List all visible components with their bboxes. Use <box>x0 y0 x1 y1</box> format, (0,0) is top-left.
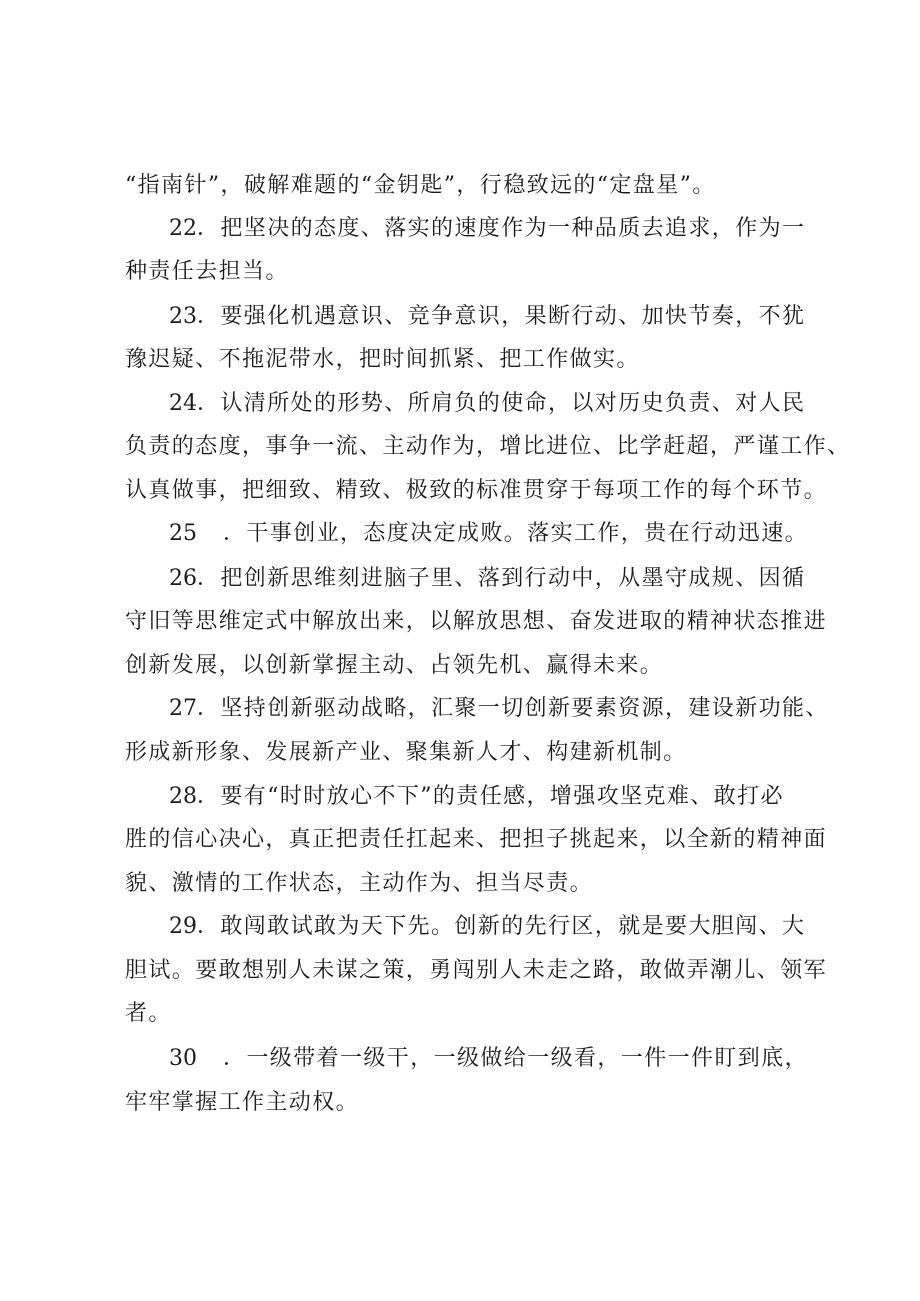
paragraph-24-line-3: 认真做事，把细致、精致、极致的标准贯穿于每项工作的每个环节。 <box>125 478 828 503</box>
item-number: 24 <box>169 391 197 416</box>
paragraph-28-line-3: 貌、激情的工作状态，主动作为、担当尽责。 <box>125 871 594 896</box>
item-number: 26 <box>169 566 197 591</box>
paragraph-23-line-2: 豫迟疑、不拖泥带水，把时间抓紧、把工作做实。 <box>125 347 640 372</box>
paragraph-30-line-1: 30 ．一级带着一级干，一级做给一级看，一件一件盯到底， <box>125 1044 825 1074</box>
paragraph-29-line-1: 29．敢闯敢试敢为天下先。创新的先行区，就是要大胆闯、大 <box>125 912 825 942</box>
item-number: 27 <box>169 696 197 721</box>
paragraph-line: “指南针”，破解难题的“金钥匙”，行稳致远的“定盘星”。 <box>125 173 716 198</box>
paragraph-29-line-2: 胆试。要敢想别人未谋之策，勇闯别人未走之路，敢做弄潮儿、领军 <box>125 958 828 983</box>
item-number: 22 <box>169 216 197 241</box>
paragraph-26-line-3: 创新发展，以创新掌握主动、占领先机、赢得未来。 <box>125 653 664 678</box>
item-number: 29 <box>169 914 197 939</box>
paragraph-26-line-2: 守旧等思维定式中解放出来，以解放思想、奋发进取的精神状态推进 <box>125 609 828 634</box>
paragraph-28-line-2: 胜的信心决心，真正把责任扛起来、把担子挑起来，以全新的精神面 <box>125 827 828 852</box>
item-number: 23 <box>169 304 197 329</box>
paragraph-23-line-1: 23．要强化机遇意识、竞争意识，果断行动、加快节奏，不犹 <box>125 302 825 332</box>
paragraph-29-line-3: 者。 <box>125 1001 172 1026</box>
paragraph-26-line-1: 26．把创新思维刻进脑子里、落到行动中，从墨守成规、因循 <box>125 564 825 594</box>
paragraph-28-line-1: 28．要有“时时放心不下”的责任感，增强攻坚克难、敢打必 <box>125 782 825 812</box>
paragraph-30-line-2: 牢牢掌握工作主动权。 <box>125 1090 360 1115</box>
paragraph-25-line-1: 25 ．干事创业，态度决定成败。落实工作，贵在行动迅速。 <box>125 519 825 549</box>
paragraph-22-line-2: 种责任去担当。 <box>125 259 289 284</box>
item-number: 30 <box>169 1046 197 1071</box>
paragraph-22-line-1: 22．把坚决的态度、落实的速度作为一种品质去追求，作为一 <box>125 214 825 244</box>
paragraph-24-line-2: 负责的态度，事争一流、主动作为，增比进位、比学赶超，严谨工作、 <box>125 434 851 459</box>
item-number: 28 <box>169 784 197 809</box>
item-number: 25 <box>169 521 197 546</box>
paragraph-27-line-1: 27．坚持创新驱动战略，汇聚一切创新要素资源，建设新功能、 <box>125 694 825 724</box>
paragraph-27-line-2: 形成新形象、发展新产业、聚集新人才、构建新机制。 <box>125 740 687 765</box>
paragraph-24-line-1: 24．认清所处的形势、所肩负的使命，以对历史负责、对人民 <box>125 389 825 419</box>
